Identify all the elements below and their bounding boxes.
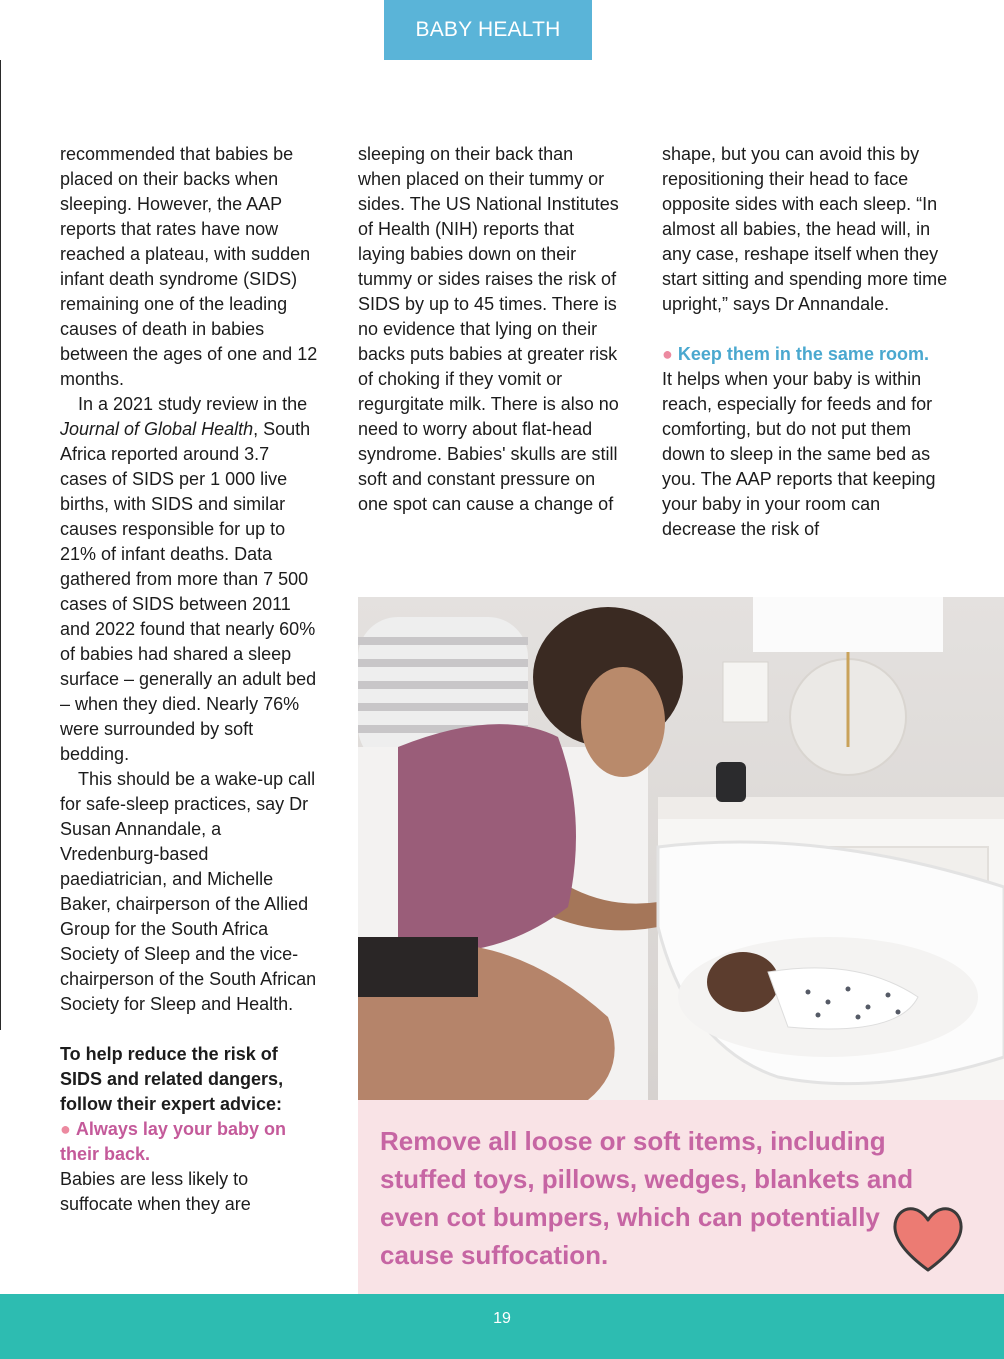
section-label: BABY HEALTH (415, 18, 561, 41)
advice-intro: To help reduce the risk of SIDS and related dangers, follow their expert advice: (60, 1044, 284, 1114)
pull-quote-box (358, 1100, 1004, 1294)
tip-2-body: It helps when your baby is within reach, especially for feeds and for comforting, but do not put them down to sleep in the same bed as you. The AAP reports that keeping your baby in your room can decrease the risk of (662, 369, 936, 539)
col1-p2-start: In a 2021 study review in the (78, 394, 308, 414)
mother-baby-photo (358, 597, 1004, 1100)
col3-paragraph-1: shape, but you can avoid this by repositioning their head to face opposite sides with each sleep. “In almost all babies, the head will, in any case, reshape itself when they start sitting and spending more time upright,” says Dr Annandale. (662, 144, 948, 314)
col1-paragraph-1: recommended that babies be placed on their backs when sleeping. However, the AAP reports that rates have now reached a plateau, with sudden infant death syndrome (SIDS) remaining one of the leading causes of death in babies between the ages of one and 12 months. (60, 144, 318, 389)
tip-1-body: Babies are less likely to suffocate when they are (60, 1169, 251, 1214)
col1-paragraph-3: This should be a wake-up call for safe-sleep practices, say Dr Susan Annandale, a Vredenburg-based paediatrician, and Michelle Baker, chairperson of the Allied Group for the South Africa Society of Sleep and the vice-chairperson of the South African Society for Sleep and Health. (60, 769, 317, 1014)
tip-2-heading (662, 342, 952, 367)
tip-2-title: Keep them in the same room. (677, 344, 929, 364)
heart-icon (888, 1200, 968, 1275)
tip-1-heading (60, 1117, 318, 1167)
section-tab (384, 0, 592, 60)
column-2 (358, 142, 620, 517)
column-1 (60, 142, 318, 1217)
col1-paragraph-2 (60, 392, 318, 767)
tip-1-title: Always lay your baby on their back. (60, 1119, 286, 1164)
bullet-dot: ● (662, 344, 673, 364)
journal-title: Journal of Global Health (60, 419, 254, 439)
page-number: 19 (493, 1310, 511, 1327)
pull-quote-text: Remove all loose or soft items, including stuffed toys, pillows, wedges, blankets and even cot bumpers, which can potentially cause suffocation. (380, 1126, 914, 1270)
col2-paragraph-1: sleeping on their back than when placed on their tummy or sides. The US National Institutes of Health (NIH) reports that laying babies down on their tummy or sides raises the risk of SIDS by up to 45 times. There is no evidence that lying on their backs puts babies at greater risk of choking if they vomit or regurgitate milk. There is also no need to worry about flat-head syndrome. Babies' skulls are still soft and constant pressure on one spot can cause a change of (358, 144, 619, 514)
col1-p2-end: , South Africa reported around 3.7 cases of SIDS per 1 000 live births, with SIDS and similar causes responsible for up to 21% of infant deaths. Data gathered from more than 7 500 cases of SIDS between 2011 and 2022 found that nearly 60% of babies had shared a sleep surface – generally an adult bed – when they died. Nearly 76% were surrounded by soft bedding. (60, 419, 317, 764)
bullet-dot: ● (60, 1119, 71, 1139)
left-margin-rule (0, 60, 1, 1030)
column-3 (662, 142, 952, 542)
